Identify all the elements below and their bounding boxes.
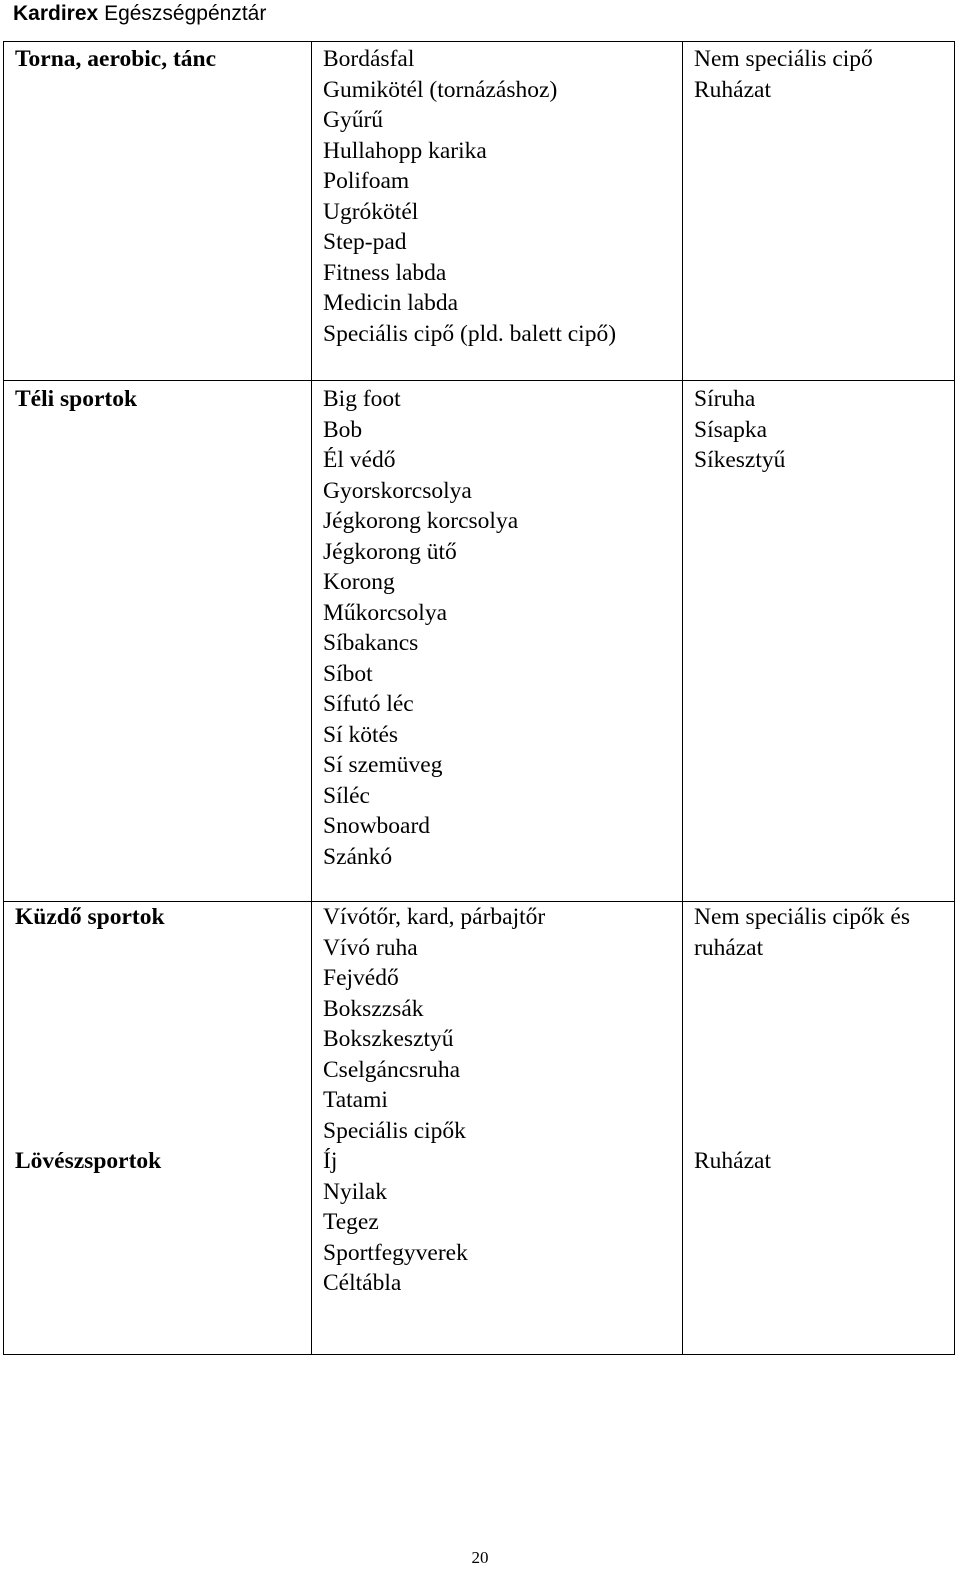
list-item: Speciális cipő (pld. balett cipő) (323, 320, 617, 347)
category-cell (4, 902, 312, 1147)
list-item: Sí kötés (323, 721, 399, 748)
list-item: Él védő (323, 447, 396, 473)
category-cell (4, 381, 312, 902)
list-item: Síbot (323, 660, 373, 687)
note-item: Ruházat (694, 76, 771, 103)
category-label: Küzdő sportok (15, 904, 165, 930)
list-item: Hullahopp karika (323, 137, 487, 164)
table-row (4, 381, 955, 902)
category-cell (4, 42, 312, 381)
list-item: Műkorcsolya (323, 599, 448, 626)
table-row (4, 1146, 955, 1355)
note-item: Ruházat (694, 1148, 771, 1174)
list-item: Snowboard (323, 813, 431, 839)
page-header (13, 0, 266, 28)
list-item: Síbakancs (323, 630, 419, 656)
list-item: Korong (323, 569, 395, 595)
list-item: Íj (323, 1148, 338, 1174)
list-item: Bokszkesztyű (323, 1026, 454, 1052)
category-cell (4, 1146, 312, 1355)
list-item: Medicin labda (323, 290, 459, 316)
list-item: Gyűrű (323, 107, 384, 133)
list-item: Szánkó (323, 843, 393, 870)
items-cell (312, 42, 683, 381)
list-item: Tatami (323, 1087, 388, 1113)
list-item: Vívó ruha (323, 934, 418, 961)
list-item: Bokszzsák (323, 995, 424, 1022)
notes-cell (683, 1146, 955, 1355)
page-number: 20 (471, 1548, 489, 1567)
notes-cell (683, 42, 955, 381)
list-item: Sí szemüveg (323, 752, 443, 778)
list-item: Cselgáncsruha (323, 1056, 461, 1083)
list-item: Céltábla (323, 1270, 402, 1296)
list-item: Sportfegyverek (323, 1239, 468, 1266)
notes-cell (683, 381, 955, 902)
sports-equipment-table (3, 41, 955, 1355)
list-item: Vívótőr, kard, párbajtőr (323, 904, 546, 930)
list-item: Síléc (323, 782, 370, 809)
items-cell (312, 1146, 683, 1355)
header-brand: Kardirex (13, 2, 99, 25)
notes-cell (683, 902, 955, 1147)
items-cell (312, 902, 683, 1147)
note-item: Sísapka (694, 416, 768, 443)
list-item: Bordásfal (323, 46, 415, 72)
note-item: Nem speciális cipők és ruházat (694, 904, 911, 961)
list-item: Sífutó léc (323, 691, 414, 717)
list-item: Tegez (323, 1209, 379, 1235)
list-item: Gumikötél (tornázáshoz) (323, 76, 558, 103)
category-label: Torna, aerobic, tánc (15, 46, 217, 72)
note-item: Síkesztyű (694, 447, 786, 473)
list-item: Speciális cipők (323, 1117, 466, 1144)
list-item: Gyorskorcsolya (323, 477, 472, 504)
list-item: Jégkorong korcsolya (323, 508, 519, 534)
list-item: Big foot (323, 386, 401, 412)
list-item: Jégkorong ütő (323, 538, 457, 565)
list-item: Fejvédő (323, 965, 399, 991)
note-item: Nem speciális cipő (694, 46, 873, 72)
note-item: Síruha (694, 386, 756, 412)
category-label: Téli sportok (15, 386, 138, 412)
table-row (4, 902, 955, 1147)
list-item: Ugrókötél (323, 198, 419, 225)
table-row (4, 42, 955, 381)
list-item: Fitness labda (323, 259, 447, 286)
list-item: Step-pad (323, 229, 407, 255)
list-item: Polifoam (323, 168, 410, 194)
items-cell (312, 381, 683, 902)
category-label: Lövészsportok (15, 1148, 162, 1174)
header-subtitle: Egészségpénztár (104, 2, 267, 25)
list-item: Nyilak (323, 1178, 387, 1205)
list-item: Bob (323, 416, 363, 443)
